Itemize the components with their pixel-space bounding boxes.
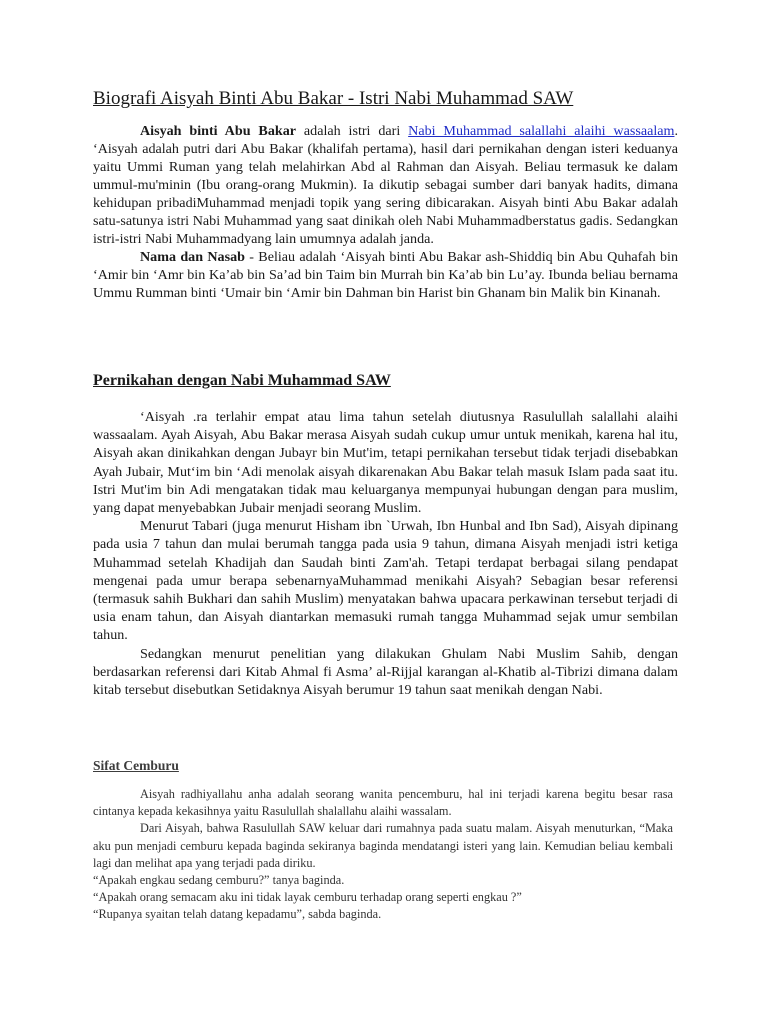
jealousy-section [93,786,673,924]
intro-paragraph [93,122,678,248]
nasab-paragraph [93,248,678,302]
nabi-muhammad-link[interactable]: Nabi Muhammad salallahi alaihi wassaalam [408,123,675,139]
dialogue-line-3: “Rupanya syaitan telah datang kepadamu”, sabda baginda. [93,907,382,922]
intro-section [93,122,678,302]
marriage-paragraph-1: ‘Aisyah .ra terlahir empat atau lima tahun setelah diutusnya Rasulullah salallahi alaihi wassaalam. Ayah Aisyah, Abu Bakar merasa Aisyah sudah cukup umur untuk menikah, karena hal itu, Aisyah akan dinikahkan dengan Jubayr bin Mut'im, tetapi pernikahan tersebut tidak terjadi disebabkan Ayah Jubair, Mut‘im bin ‘Adi menolak aisyah dikarenakan Abu Bakar telah masuk Islam pada saat itu. Istri Mut'im bin Adi mengatakan tidak mau keluarganya mempunyai hubungan dengan para muslim, yang dapat menyebabkan Jubair menjadi seorang Muslim. [93,409,678,517]
nasab-lead-bold: Nama dan Nasab [140,249,245,265]
intro-lead-bold: Aisyah binti Abu Bakar [140,123,297,139]
marriage-section-title: Pernikahan dengan Nabi Muhammad SAW [93,372,391,389]
marriage-paragraph-2: Menurut Tabari (juga menurut Hisham ibn `Urwah, Ibn Hunbal and Ibn Sad), Aisyah dipinang pada usia 7 tahun dan mulai berumah tangga pada usia 9 tahun, dimana Aisyah menjadi istri ketiga Muhammad setelah Khadijah dan Saudah binti Zam'ah. Tetapi terdapat berbagai silang pendapat mengenai pada umur berapa sebenarnyaMuhammad menikahi Aisyah? Sebagian besar referensi (termasuk sahih Bukhari dan sahih Muslim) menyatakan bahwa upacara perkawinan tersebut terjadi di usia enam tahun, dan Aisyah diantarkan memasuki rumah tangga Muhammad sejak umur sembilan tahun. [93,518,678,644]
intro-text-a: adalah istri dari [296,123,409,139]
marriage-paragraph-3: Sedangkan menurut penelitian yang dilakukan Ghulam Nabi Muslim Sahib, dengan berdasarkan referensi dari Kitab Ahmal fi Asma’ al-Rijjal karangan al-Khatib al-Tibrizi dimana dalam kitab tersebut disebutkan Setidaknya Aisyah berumur 19 tahun saat menikah dengan Nabi. [93,645,678,699]
dialogue-line-2: “Apakah orang semacam aku ini tidak layak cemburu terhadap orang seperti engkau ?” [93,890,522,905]
nasab-text: - Beliau adalah ‘Aisyah binti Abu Bakar ash-Shiddiq bin Abu Quhafah bin ‘Amir bin ‘Amr bin Ka’ab bin Sa’ad bin Taim bin Murrah bin Ka’ab bin Lu’ay. Ibunda beliau bernama Ummu Rumman binti ‘Umair bin ‘Amir bin Dahman bin Harist bin Ghanam bin Malik bin Kinanah. [93,249,678,301]
jealousy-paragraph-2: Dari Aisyah, bahwa Rasulullah SAW keluar dari rumahnya pada suatu malam. Aisyah menuturkan, “Maka aku pun menjadi cemburu kepada baginda sekiranya baginda mendatangi isteri yang lain. Kemudian beliau kembali lagi dan melihat apa yang terjadi pada diriku. [93,821,673,870]
intro-text-b: . ‘Aisyah adalah putri dari Abu Bakar (khalifah pertama), hasil dari pernikahan dengan isteri keduanya yaitu Ummi Ruman yang telah melahirkan Abd al Rahman dan Aisyah. Beliau termasuk ke dalam ummul-mu'minin (Ibu orang-orang Mukmin). Ia dikutip sebagai sumber dari banyak hadits, dimana kehidupan pribadiMuhammad menjadi topik yang sering dibicarakan. Aisyah binti Abu Bakar adalah satu-satunya istri Nabi Muhammad yang saat dinikah oleh Nabi Muhammadberstatus gadis. Sedangkan istri-istri Nabi Muhammadyang lain umumnya adalah janda. [93,123,678,247]
document-title: Biografi Aisyah Binti Abu Bakar - Istri Nabi Muhammad SAW [93,88,574,109]
dialogue-line-1: “Apakah engkau sedang cemburu?” tanya baginda. [93,873,345,888]
jealousy-paragraph-1: Aisyah radhiyallahu anha adalah seorang wanita pencemburu, hal ini terjadi karena begitu besar rasa cintanya kepada kekasihnya yaitu Rasulullah shalallahu alaihi wassalam. [93,787,673,819]
jealousy-section-title: Sifat Cemburu [93,758,179,773]
marriage-section [93,408,678,699]
